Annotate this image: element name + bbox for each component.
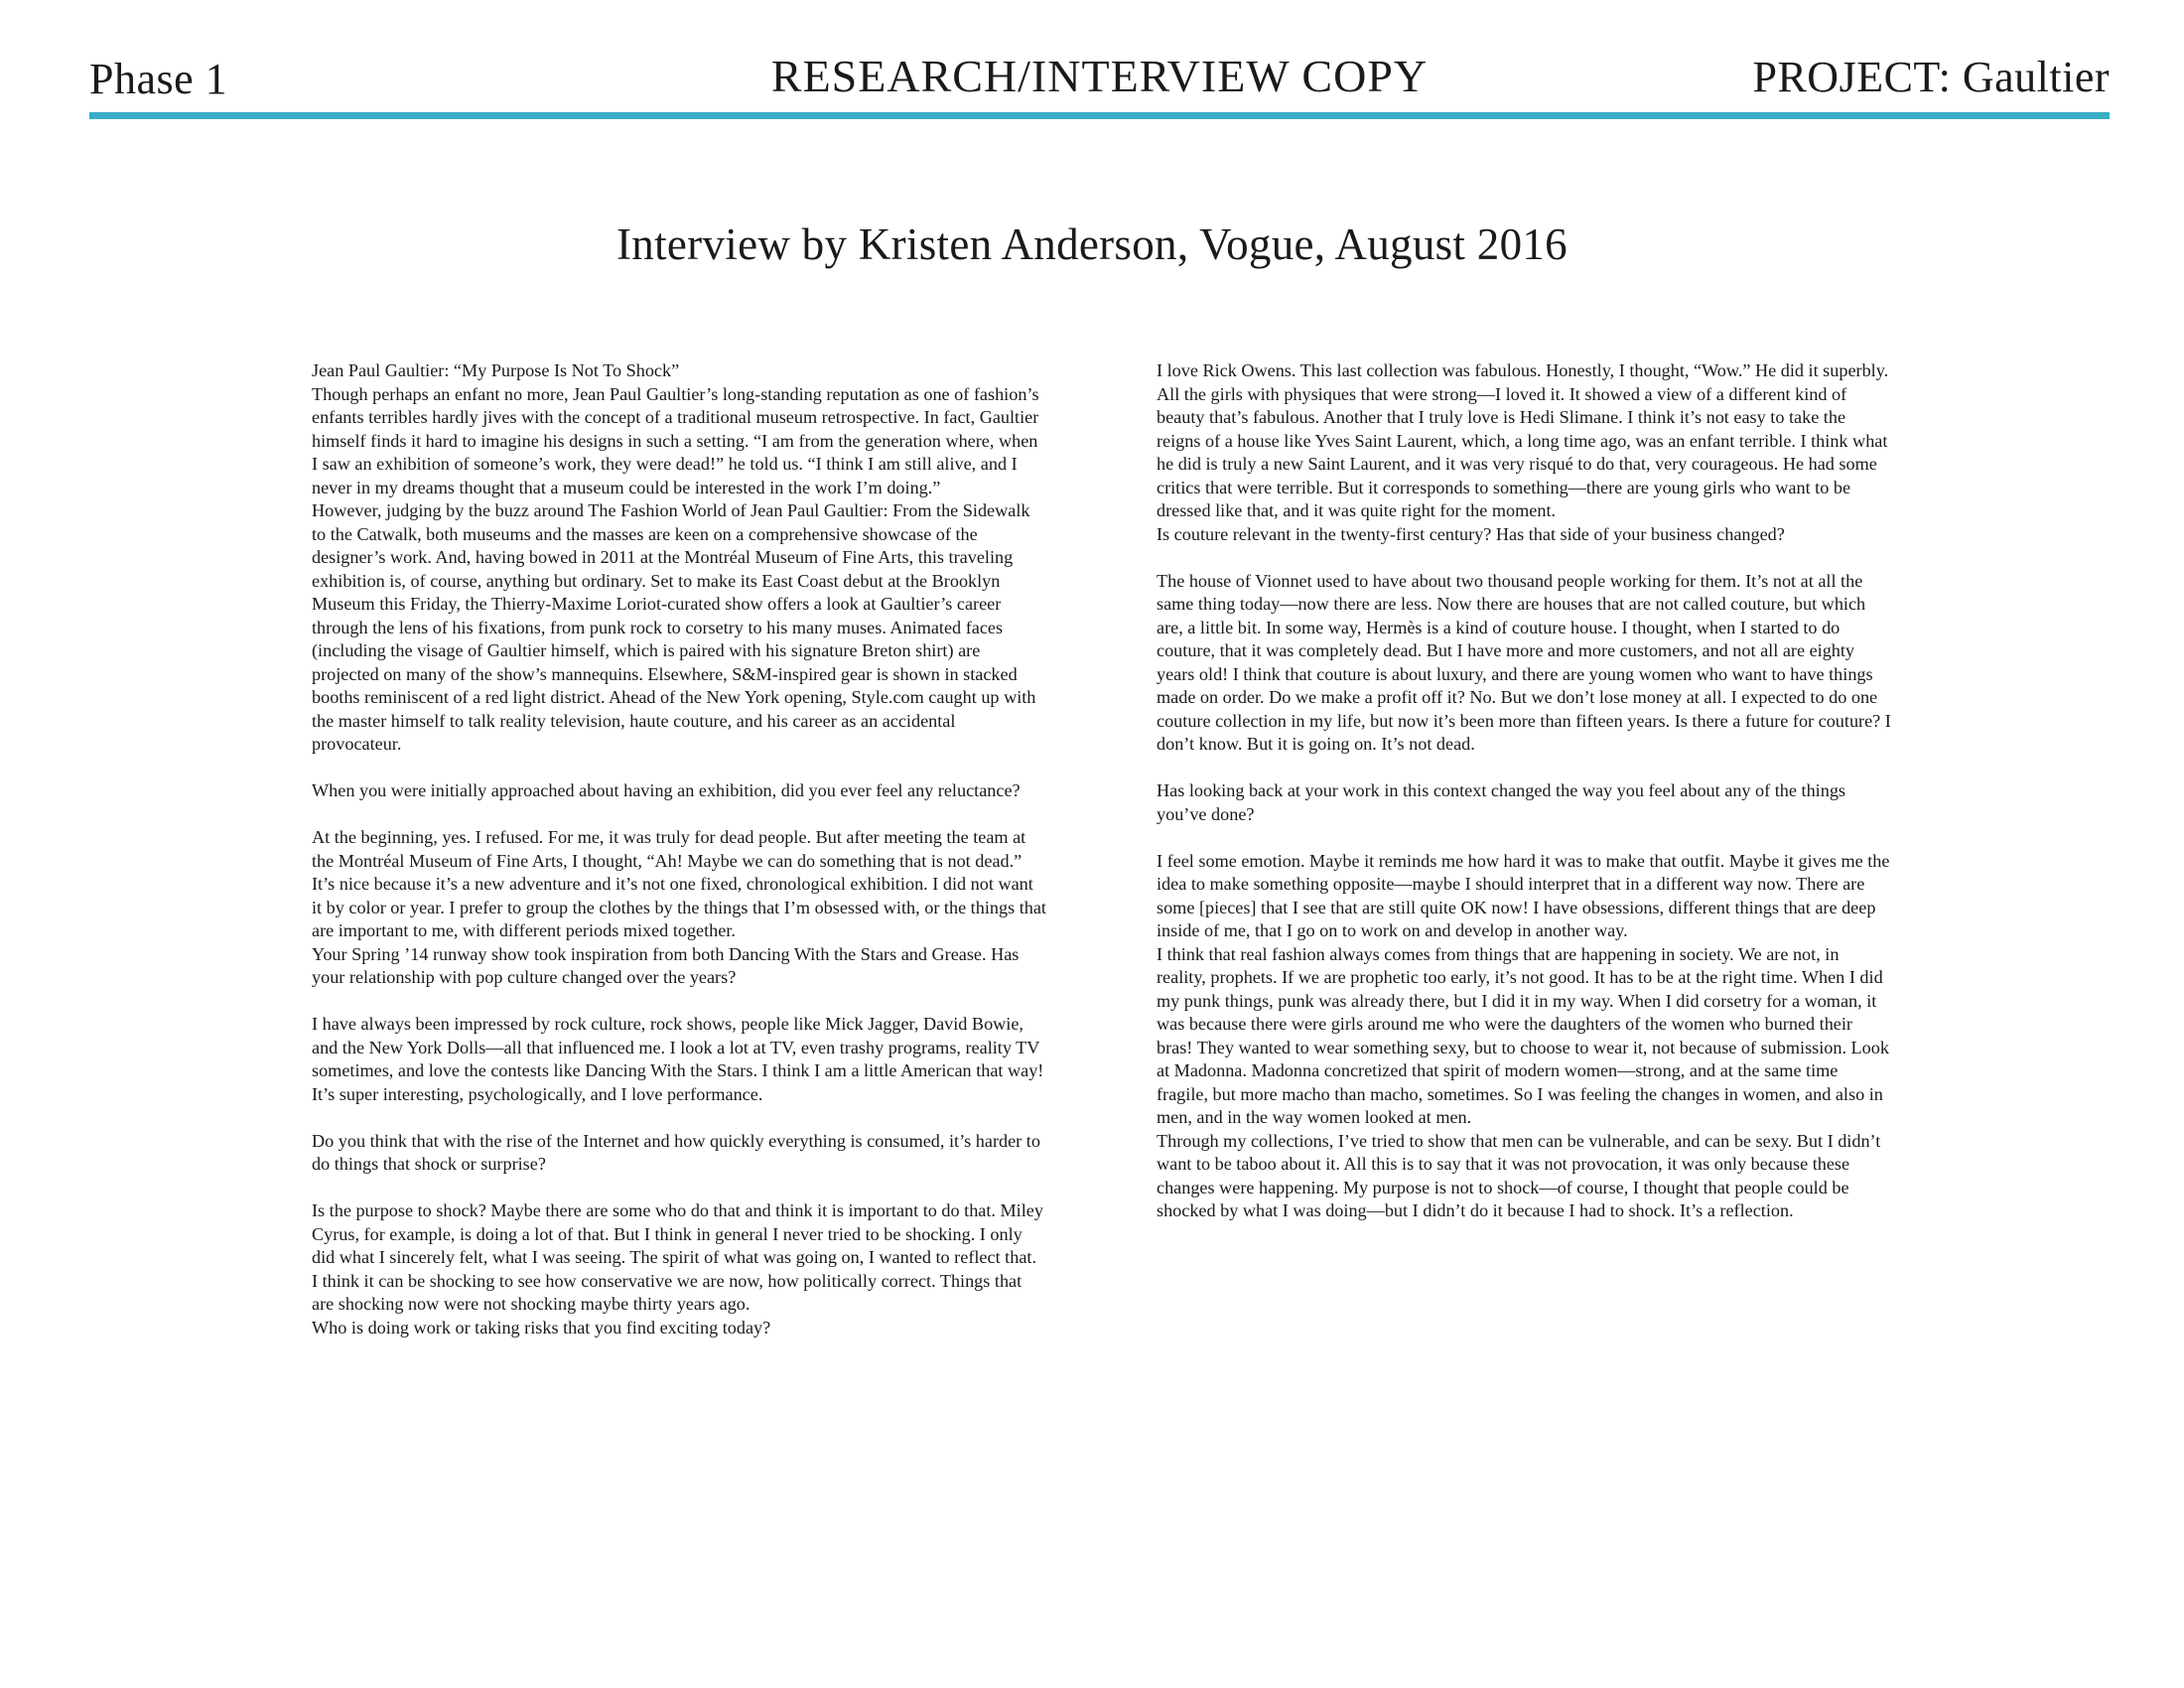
paragraph: The house of Vionnet used to have about two thousand people working for them. It’s not at all the same thing today—now there are less. Now there are houses that are not called couture, but which are, a little bit. In some way, Hermès is a kind of couture house. I thought, when I started to do couture, that it was completely dead. But I have more and more customers, and not all are eighty years old! I think that couture is about luxury, and there are young women who want to have things made on order. Do we make a profit off it? No. But we don’t lose money at all. I expected to do one couture collection in my life, but now it’s been more than fifteen years. Is there a future for couture? I don’t know. But it is going on. It’s not dead. xyxy=(1157,570,1891,754)
phase-label: Phase 1 xyxy=(89,55,228,103)
paragraph: I have always been impressed by rock culture, rock shows, people like Mick Jagger, David Bowie, and the New York Dolls—all that influenced me. I look a lot at TV, even trashy programs, reality TV sometimes, and love the contests like Dancing With the Stars. I think I am a little American that way! It’s super interesting, psychologically, and I love performance. xyxy=(312,1014,1044,1104)
paragraph: Do you think that with the rise of the Internet and how quickly everything is consumed, it’s harder to do things that shock or surprise? xyxy=(312,1130,1040,1174)
header-divider xyxy=(89,112,2110,119)
paragraph: Is the purpose to shock? Maybe there are some who do that and think it is important to do that. Miley Cyrus, for example, is doing a lot of that. But I think in general I never tried to be shocking. I only did what I sincerely felt, what I was seeing. The spirit of what was going on, I wanted to reflect that. I think it can be shocking to see how conservative we are now, how politically correct. Things that are shocking now were not shocking maybe thirty years ago. Who is doing work or taking risks that you find exciting today? xyxy=(312,1200,1043,1337)
paragraph: I love Rick Owens. This last collection was fabulous. Honestly, I thought, “Wow.” He did it superbly. All the girls with physiques that were strong—I loved it. It showed a view of a different kind of beauty that’s fabulous. Another that I truly love is Hedi Slimane. I think it’s not easy to take the reigns of a house like Yves Saint Laurent, which, a long time ago, was an enfant terrible. I think what he did is truly a new Saint Laurent, and it was very risqué to do that, very courageous. He had some critics that were terrible. But it corresponds to something—there are young girls who want to be dressed like that, and it was quite right for the moment. Is couture relevant in the twenty-first century? Has that side of your business changed? xyxy=(1157,360,1889,544)
paragraph: Jean Paul Gaultier: “My Purpose Is Not To Shock” Though perhaps an enfant no more, Jean Paul Gaultier’s long-standing reputation as one of fashion’s enfants terribles hardly jives with the concept of a traditional museum retrospective. In fact, Gaultier himself finds it hard to imagine his designs in such a setting. “I am from the generation where, when I saw an exhibition of someone’s work, they were dead!” he told us. “I think I am still alive, and I never in my dreams thought that a museum could be interested in the work I’m doing.” However, judging by the buzz around The Fashion World of Jean Paul Gaultier: From the Sidewalk to the Catwalk, both museums and the masses are keen on a comprehensive showcase of the designer’s work. And, having bowed in 2011 at the Montréal Museum of Fine Arts, this traveling exhibition is, of course, anything but ordinary. Set to make its East Coast debut at the Brooklyn Museum this Friday, the Thierry-Maxime Loriot-curated show offers a look at Gaultier’s career through the lens of his fixations, from punk rock to corsetry to his many muses. Animated faces (including the visage of Gaultier himself, which is paired with his signature Breton shirt) are projected on many of the show’s mannequins. Elsewhere, S&M-inspired gear is shown in stacked booths reminiscent of a red light district. Ahead of the New York opening, Style.com caught up with the master himself to talk reality television, haute couture, and his career as an accidental provocateur. xyxy=(312,360,1039,754)
paragraph: At the beginning, yes. I refused. For me, it was truly for dead people. But after meeting the team at the Montréal Museum of Fine Arts, I thought, “Ah! Maybe we can do something that is not dead.” It’s nice because it’s a new adventure and it’s not one fixed, chronological exhibition. I did not want it by color or year. I prefer to group the clothes by the things that I’m obsessed with, or the things that are important to me, with different periods mixed together. Your Spring ’14 runway show took inspiration from both Dancing With the Stars and Grease. Has your relationship with pop culture changed over the years? xyxy=(312,827,1046,987)
paragraph: When you were initially approached about having an exhibition, did you ever feel any reluctance? xyxy=(312,780,1021,800)
paragraph: Has looking back at your work in this context changed the way you feel about any of the things you’ve done? xyxy=(1157,780,1845,824)
project-label: PROJECT: Gaultier xyxy=(1752,53,2110,101)
left-column xyxy=(312,359,1046,1339)
paragraph: I feel some emotion. Maybe it reminds me how hard it was to make that outfit. Maybe it gives me the idea to make something opposite—maybe I should interpret that in a different way now. There are some [pieces] that I see that are still quite OK now! I have obsessions, different things that are deep inside of me, that I go on to work on and develop in another way. I think that real fashion always comes from things that are happening in society. We are not, in reality, prophets. If we are prophetic too early, it’s not good. It has to be at the right time. When I did my punk things, punk was already there, but I did it in my way. When I did corsetry for a woman, it was because there were girls around me who were the daughters of the women who burned their bras! They wanted to wear something sexy, but to choose to wear it, not because of submission. Look at Madonna. Madonna concretized that spirit of modern women—strong, and at the same time fragile, but more macho than macho, sometimes. So I was feeling the changes in women, and also in men, and in the way women looked at men. Through my collections, I’ve tried to show that men can be vulnerable, and can be sexy. But I didn’t want to be taboo about it. All this is to say that it was not provocation, it was only because these changes were happening. My purpose is not to shock—of course, I thought that people could be shocked by what I was doing—but I didn’t do it because I had to shock. It’s a reflection. xyxy=(1157,850,1890,1220)
page-title: Interview by Kristen Anderson, Vogue, August 2016 xyxy=(616,219,1568,269)
section-label: RESEARCH/INTERVIEW COPY xyxy=(770,51,1429,101)
page-header xyxy=(89,40,2110,114)
right-column xyxy=(1157,359,1891,1223)
